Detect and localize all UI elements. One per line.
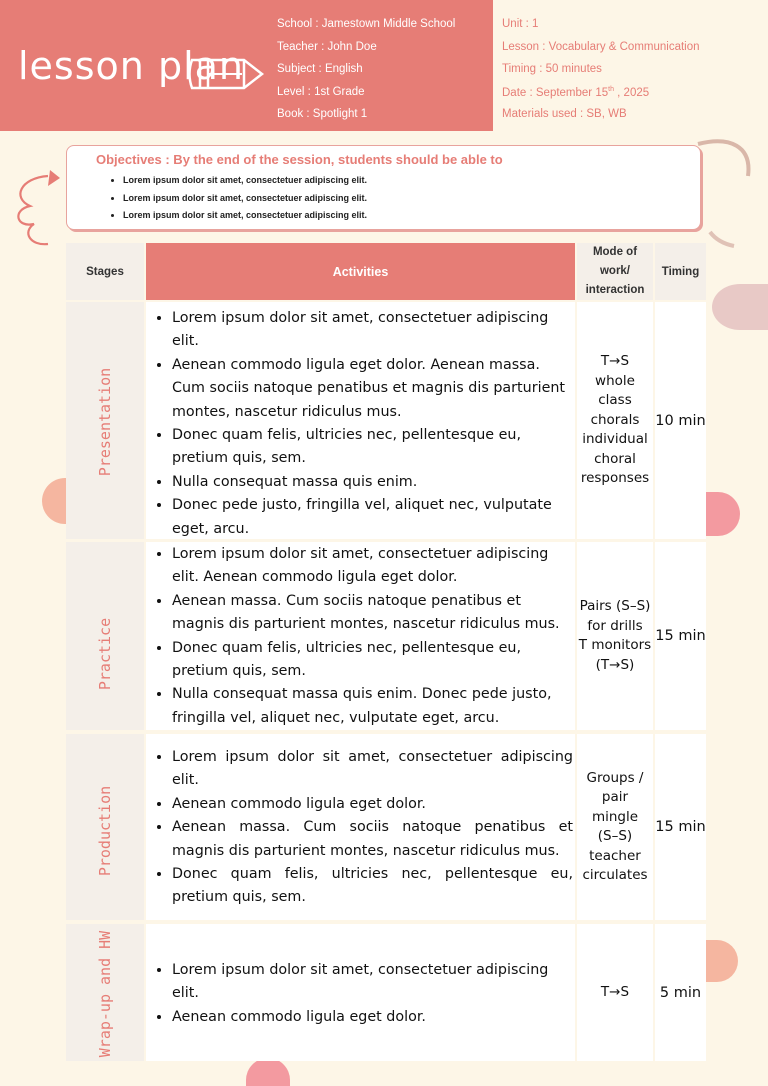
stage-label: Wrap-up and HW: [96, 930, 114, 1058]
activity-item: • Aenean commodo ligula eget dolor. Aenean massa. Cum sociis natoque penatibus et magnis dis parturient montes, nascetur ridiculus mus.: [172, 354, 569, 424]
timing-cell-wrapup: [655, 924, 706, 1061]
mode-line: individual: [582, 431, 648, 448]
timing-header-label: Timing: [661, 265, 700, 278]
objective-item: • Lorem ipsum dolor sit amet, consectetuer adipiscing elit.: [123, 190, 367, 208]
header-activities: [146, 243, 575, 300]
activities-cell-practice: [146, 542, 575, 730]
mode-header-line: work/: [599, 265, 631, 277]
activities-cell-wrapup: [146, 924, 575, 1061]
activity-item: • Donec quam felis, ultricies nec, pellentesque eu, pretium quis, sem.: [172, 637, 569, 684]
objectives-title: Objectives : By the end of the session, students should be able to: [96, 152, 503, 167]
decor-circle-right-peach: [706, 940, 738, 982]
timing-cell-production: [655, 734, 706, 920]
activities-list: [146, 959, 569, 1029]
timing-value: 15 min: [655, 628, 706, 644]
activity-item: • Lorem ipsum dolor sit amet, consectetuer adipiscing elit.: [172, 959, 569, 1006]
mode-line: teacher: [589, 847, 641, 864]
decor-circle-right-pink: [706, 492, 740, 536]
activities-list: [146, 543, 569, 730]
mode-cell-production: [577, 734, 653, 920]
lesson-line: Lesson : Vocabulary & Communication: [502, 40, 700, 53]
timing-value: 15 min: [655, 819, 706, 835]
activities-cell-production: [146, 734, 575, 920]
timing-cell-practice: [655, 542, 706, 730]
stage-cell-wrapup: [66, 924, 144, 1061]
level-line: Level : 1st Grade: [277, 85, 365, 98]
activity-item: • Donec pede justo, fringilla vel, aliquet nec, vulputate eget, arcu.: [172, 494, 569, 541]
mode-cell-practice: [577, 542, 653, 730]
activity-item: • Lorem ipsum dolor sit amet, consectetuer adipiscing elit. Aenean commodo ligula eget dolor.: [172, 543, 569, 590]
activity-item: • Lorem ipsum dolor sit amet, consectetuer adipiscing elit.: [172, 307, 569, 354]
mode-line: Pairs (S–S): [579, 598, 651, 614]
unit-line: Unit : 1: [502, 18, 539, 30]
objectives-list: [112, 172, 367, 225]
objectives-box: [66, 145, 701, 230]
stage-label: Presentation: [96, 367, 114, 477]
subject-line: Subject : English: [277, 63, 363, 75]
stages-header-label: Stages: [86, 265, 124, 278]
objective-item: • Lorem ipsum dolor sit amet, consectetuer adipiscing elit.: [123, 172, 367, 190]
mode-header-line: interaction: [585, 284, 645, 296]
stage-cell-presentation: [66, 302, 144, 539]
objective-item: • Lorem ipsum dolor sit amet, consectetuer adipiscing elit.: [123, 207, 367, 225]
teacher-line: Teacher : John Doe: [277, 40, 377, 53]
school-info: [277, 18, 455, 131]
mode-line: Groups /: [586, 769, 644, 786]
stage-label: Production: [96, 785, 114, 877]
date-text: Date : September 15: [502, 86, 609, 99]
activity-item: • Donec quam felis, ultricies nec, pellentesque eu, pretium quis, sem.: [172, 863, 573, 910]
decor-circle-right-mauve: [712, 284, 768, 330]
activity-item: • Aenean massa. Cum sociis natoque penatibus et magnis dis parturient montes, nascetur ridiculus mus.: [172, 590, 569, 637]
date-line: [502, 86, 700, 109]
mode-cell-presentation: [577, 302, 653, 539]
pencil-icon: [186, 56, 266, 92]
timing-cell-presentation: [655, 302, 706, 539]
header-timing: [655, 243, 706, 300]
lesson-plan-title: lesson plan: [18, 44, 244, 88]
book-line: Book : Spotlight 1: [277, 108, 368, 120]
materials-line: Materials used : SB, WB: [502, 108, 627, 120]
mode-header-line: Mode of: [592, 246, 638, 258]
mode-line: responses: [580, 470, 650, 487]
header-stages: [66, 243, 144, 300]
activities-cell-presentation: [146, 302, 575, 539]
activity-item: • Aenean commodo ligula eget dolor.: [172, 1006, 569, 1029]
timing-value: 10 min: [655, 412, 706, 429]
date-suffix-sup: th: [608, 85, 614, 93]
activities-list: [146, 307, 569, 541]
mode-line: circulates: [582, 867, 648, 883]
mode-line: chorals: [590, 411, 640, 428]
mode-line: T→S: [600, 353, 630, 370]
mode-cell-wrapup: [577, 924, 653, 1061]
stage-cell-practice: [66, 542, 144, 730]
decor-circle-bottom-pink: [246, 1058, 290, 1086]
activity-item: • Nulla consequat massa quis enim. Donec pede justo, fringilla vel, aliquet nec, vulputate eget, arcu.: [172, 683, 569, 730]
decor-circle-left-peach: [42, 478, 68, 524]
mode-line: whole class: [595, 372, 635, 409]
header-banner: [0, 0, 493, 131]
lesson-info: [502, 18, 700, 131]
activity-item: • Aenean commodo ligula eget dolor.: [172, 793, 573, 816]
timing-value: 5 min: [659, 984, 702, 1001]
school-line: School : Jamestown Middle School: [277, 18, 456, 30]
activity-item: • Aenean massa. Cum sociis natoque penatibus et magnis dis parturient montes, nascetur ridiculus mus.: [172, 816, 573, 863]
stage-label: Practice: [96, 617, 114, 691]
mode-line: choral: [594, 450, 636, 467]
mode-line: (T→S): [595, 656, 635, 673]
activity-item: • Nulla consequat massa quis enim.: [172, 471, 569, 494]
mode-line: (S–S): [597, 828, 633, 844]
mode-line: T monitors: [578, 637, 652, 653]
mode-line: for drills: [587, 617, 643, 634]
header-mode: [577, 243, 653, 300]
activity-item: • Donec quam felis, ultricies nec, pellentesque eu, pretium quis, sem.: [172, 424, 569, 471]
activity-item: • Lorem ipsum dolor sit amet, consectetuer adipiscing elit.: [172, 746, 573, 793]
activities-list: [146, 746, 573, 910]
timing-line: Timing : 50 minutes: [502, 63, 602, 75]
mode-line: T→S: [600, 983, 630, 1000]
decor-swirl-icon: [8, 166, 66, 250]
activities-header-label: Activities: [332, 264, 389, 279]
stage-cell-production: [66, 734, 144, 920]
mode-line: pair mingle: [591, 789, 639, 825]
date-year: , 2025: [613, 86, 650, 99]
